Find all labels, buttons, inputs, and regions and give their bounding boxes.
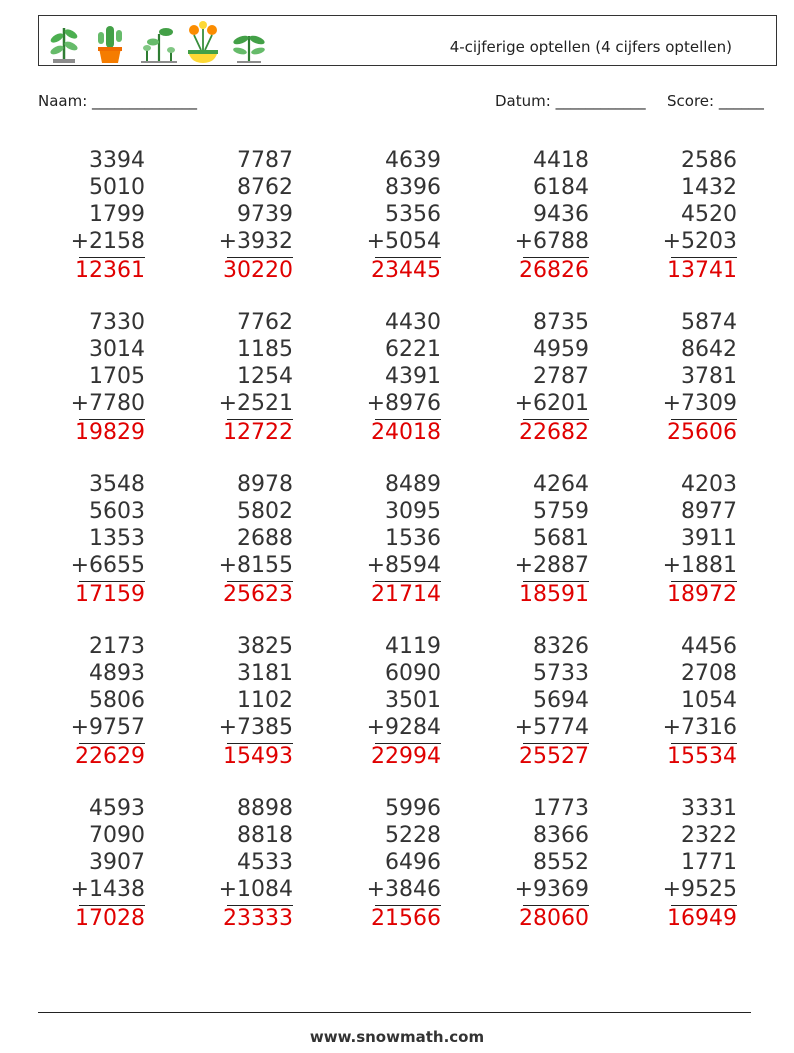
answer: 12361 [75,258,145,283]
addend: 9436 [533,202,589,227]
addend: 5681 [533,526,589,551]
addend-with-plus: +3846 [366,877,441,902]
addend: 2688 [237,526,293,551]
addend: 3825 [237,634,293,659]
addend: 1054 [681,688,737,713]
addend: 3501 [385,688,441,713]
addend: 3331 [681,796,737,821]
addition-problem [183,309,293,446]
addition-problem [35,633,145,770]
addition-problem [331,471,441,608]
footer-site: www.snowmath.com [309,1028,485,1046]
addend-with-plus: +5203 [662,229,737,254]
answer: 26826 [519,258,589,283]
addend: 4639 [385,148,441,173]
addition-problem [627,471,737,608]
addend-with-plus: +6201 [514,391,589,416]
answer: 13741 [667,258,737,283]
addend: 8977 [681,499,737,524]
addend: 3394 [89,148,145,173]
addend: 4959 [533,337,589,362]
worksheet-title: 4-cijferige optellen (4 cijfers optellen) [449,38,732,56]
addition-problem [35,471,145,608]
addend: 4430 [385,310,441,335]
answer: 15534 [667,744,737,769]
addend: 8898 [237,796,293,821]
answer: 25623 [223,582,293,607]
addend: 9739 [237,202,293,227]
cactus-pot-icon [93,20,127,64]
addend: 8396 [385,175,441,200]
addition-problem [627,633,737,770]
worksheet-header [38,15,777,66]
addend: 4391 [385,364,441,389]
addition-problem [35,309,145,446]
addend: 1432 [681,175,737,200]
addend-with-plus: +5054 [366,229,441,254]
addend: 2322 [681,823,737,848]
addend-with-plus: +2521 [218,391,293,416]
addend: 3014 [89,337,145,362]
addend: 7787 [237,148,293,173]
addend-with-plus: +2887 [514,553,589,578]
seedling-icon [231,20,267,64]
addend-with-plus: +8594 [366,553,441,578]
addition-problem [331,309,441,446]
addend: 5694 [533,688,589,713]
addend: 1771 [681,850,737,875]
addend-with-plus: +2158 [70,229,145,254]
addend: 8489 [385,472,441,497]
answer: 21714 [371,582,441,607]
addend: 6221 [385,337,441,362]
addition-problem [183,633,293,770]
addend: 8326 [533,634,589,659]
addend: 4119 [385,634,441,659]
addend: 5996 [385,796,441,821]
addend-with-plus: +9525 [662,877,737,902]
addend-with-plus: +9284 [366,715,441,740]
addend: 5010 [89,175,145,200]
addend: 8978 [237,472,293,497]
addend: 4456 [681,634,737,659]
addition-problem [331,147,441,284]
addend: 3548 [89,472,145,497]
addend: 5802 [237,499,293,524]
addition-problem [479,633,589,770]
addend: 5759 [533,499,589,524]
answer: 28060 [519,906,589,931]
addition-problem [479,309,589,446]
addend: 4593 [89,796,145,821]
addend-with-plus: +1881 [662,553,737,578]
addend: 6090 [385,661,441,686]
answer: 25606 [667,420,737,445]
addend: 8762 [237,175,293,200]
addend: 4893 [89,661,145,686]
answer: 23445 [371,258,441,283]
addend: 2173 [89,634,145,659]
date-field-label: Datum: ____________ [495,92,646,110]
addend: 4264 [533,472,589,497]
addition-problem [183,147,293,284]
plant-sprout-icon [47,20,81,64]
addend-with-plus: +9369 [514,877,589,902]
answer: 24018 [371,420,441,445]
footer-divider [38,1012,751,1013]
addend: 2586 [681,148,737,173]
addend: 7330 [89,310,145,335]
addend: 1254 [237,364,293,389]
addend-with-plus: +7385 [218,715,293,740]
answer: 25527 [519,744,589,769]
addend: 7090 [89,823,145,848]
addition-problem [479,147,589,284]
addend: 5806 [89,688,145,713]
answer: 16949 [667,906,737,931]
addend-with-plus: +8976 [366,391,441,416]
addend: 1102 [237,688,293,713]
addend-with-plus: +7309 [662,391,737,416]
addition-problem [479,471,589,608]
addend: 6496 [385,850,441,875]
answer: 22994 [371,744,441,769]
addend: 1353 [89,526,145,551]
addition-problem [35,147,145,284]
addend: 3907 [89,850,145,875]
sprouting-plants-icon [141,20,177,64]
addend-with-plus: +7316 [662,715,737,740]
answer: 21566 [371,906,441,931]
addend: 5356 [385,202,441,227]
answer: 19829 [75,420,145,445]
score-field-label: Score: ______ [667,92,764,110]
answer: 15493 [223,744,293,769]
addend: 1536 [385,526,441,551]
addend-with-plus: +9757 [70,715,145,740]
answer: 18972 [667,582,737,607]
addend: 5733 [533,661,589,686]
answer: 30220 [223,258,293,283]
addend: 5874 [681,310,737,335]
addend-with-plus: +3932 [218,229,293,254]
addition-problem [627,795,737,932]
addend-with-plus: +6655 [70,553,145,578]
answer: 18591 [519,582,589,607]
addend: 4203 [681,472,737,497]
addend: 8642 [681,337,737,362]
addend: 5228 [385,823,441,848]
addend: 8818 [237,823,293,848]
addend: 4520 [681,202,737,227]
addition-problem [183,471,293,608]
addition-problem [627,147,737,284]
addend-with-plus: +8155 [218,553,293,578]
addend: 1799 [89,202,145,227]
addend: 4533 [237,850,293,875]
addition-problem [479,795,589,932]
answer: 23333 [223,906,293,931]
addend: 1773 [533,796,589,821]
addition-problem [331,795,441,932]
addend: 8552 [533,850,589,875]
answer: 17159 [75,582,145,607]
addend-with-plus: +1438 [70,877,145,902]
addition-problem [35,795,145,932]
addend: 8735 [533,310,589,335]
addend-with-plus: +7780 [70,391,145,416]
addend: 3911 [681,526,737,551]
name-field-label: Naam: ______________ [38,92,198,110]
addend: 8366 [533,823,589,848]
addend: 1185 [237,337,293,362]
addend-with-plus: +1084 [218,877,293,902]
addend-with-plus: +6788 [514,229,589,254]
answer: 22682 [519,420,589,445]
answer: 12722 [223,420,293,445]
addition-problem [183,795,293,932]
addition-problem [331,633,441,770]
addend: 3181 [237,661,293,686]
addition-problem [627,309,737,446]
answer: 17028 [75,906,145,931]
answer: 22629 [75,744,145,769]
addend: 5603 [89,499,145,524]
addend: 6184 [533,175,589,200]
addend: 4418 [533,148,589,173]
addend: 2787 [533,364,589,389]
addend: 1705 [89,364,145,389]
addend: 7762 [237,310,293,335]
addend: 2708 [681,661,737,686]
flower-bowl-icon [185,20,221,64]
addend: 3095 [385,499,441,524]
addend-with-plus: +5774 [514,715,589,740]
addend: 3781 [681,364,737,389]
